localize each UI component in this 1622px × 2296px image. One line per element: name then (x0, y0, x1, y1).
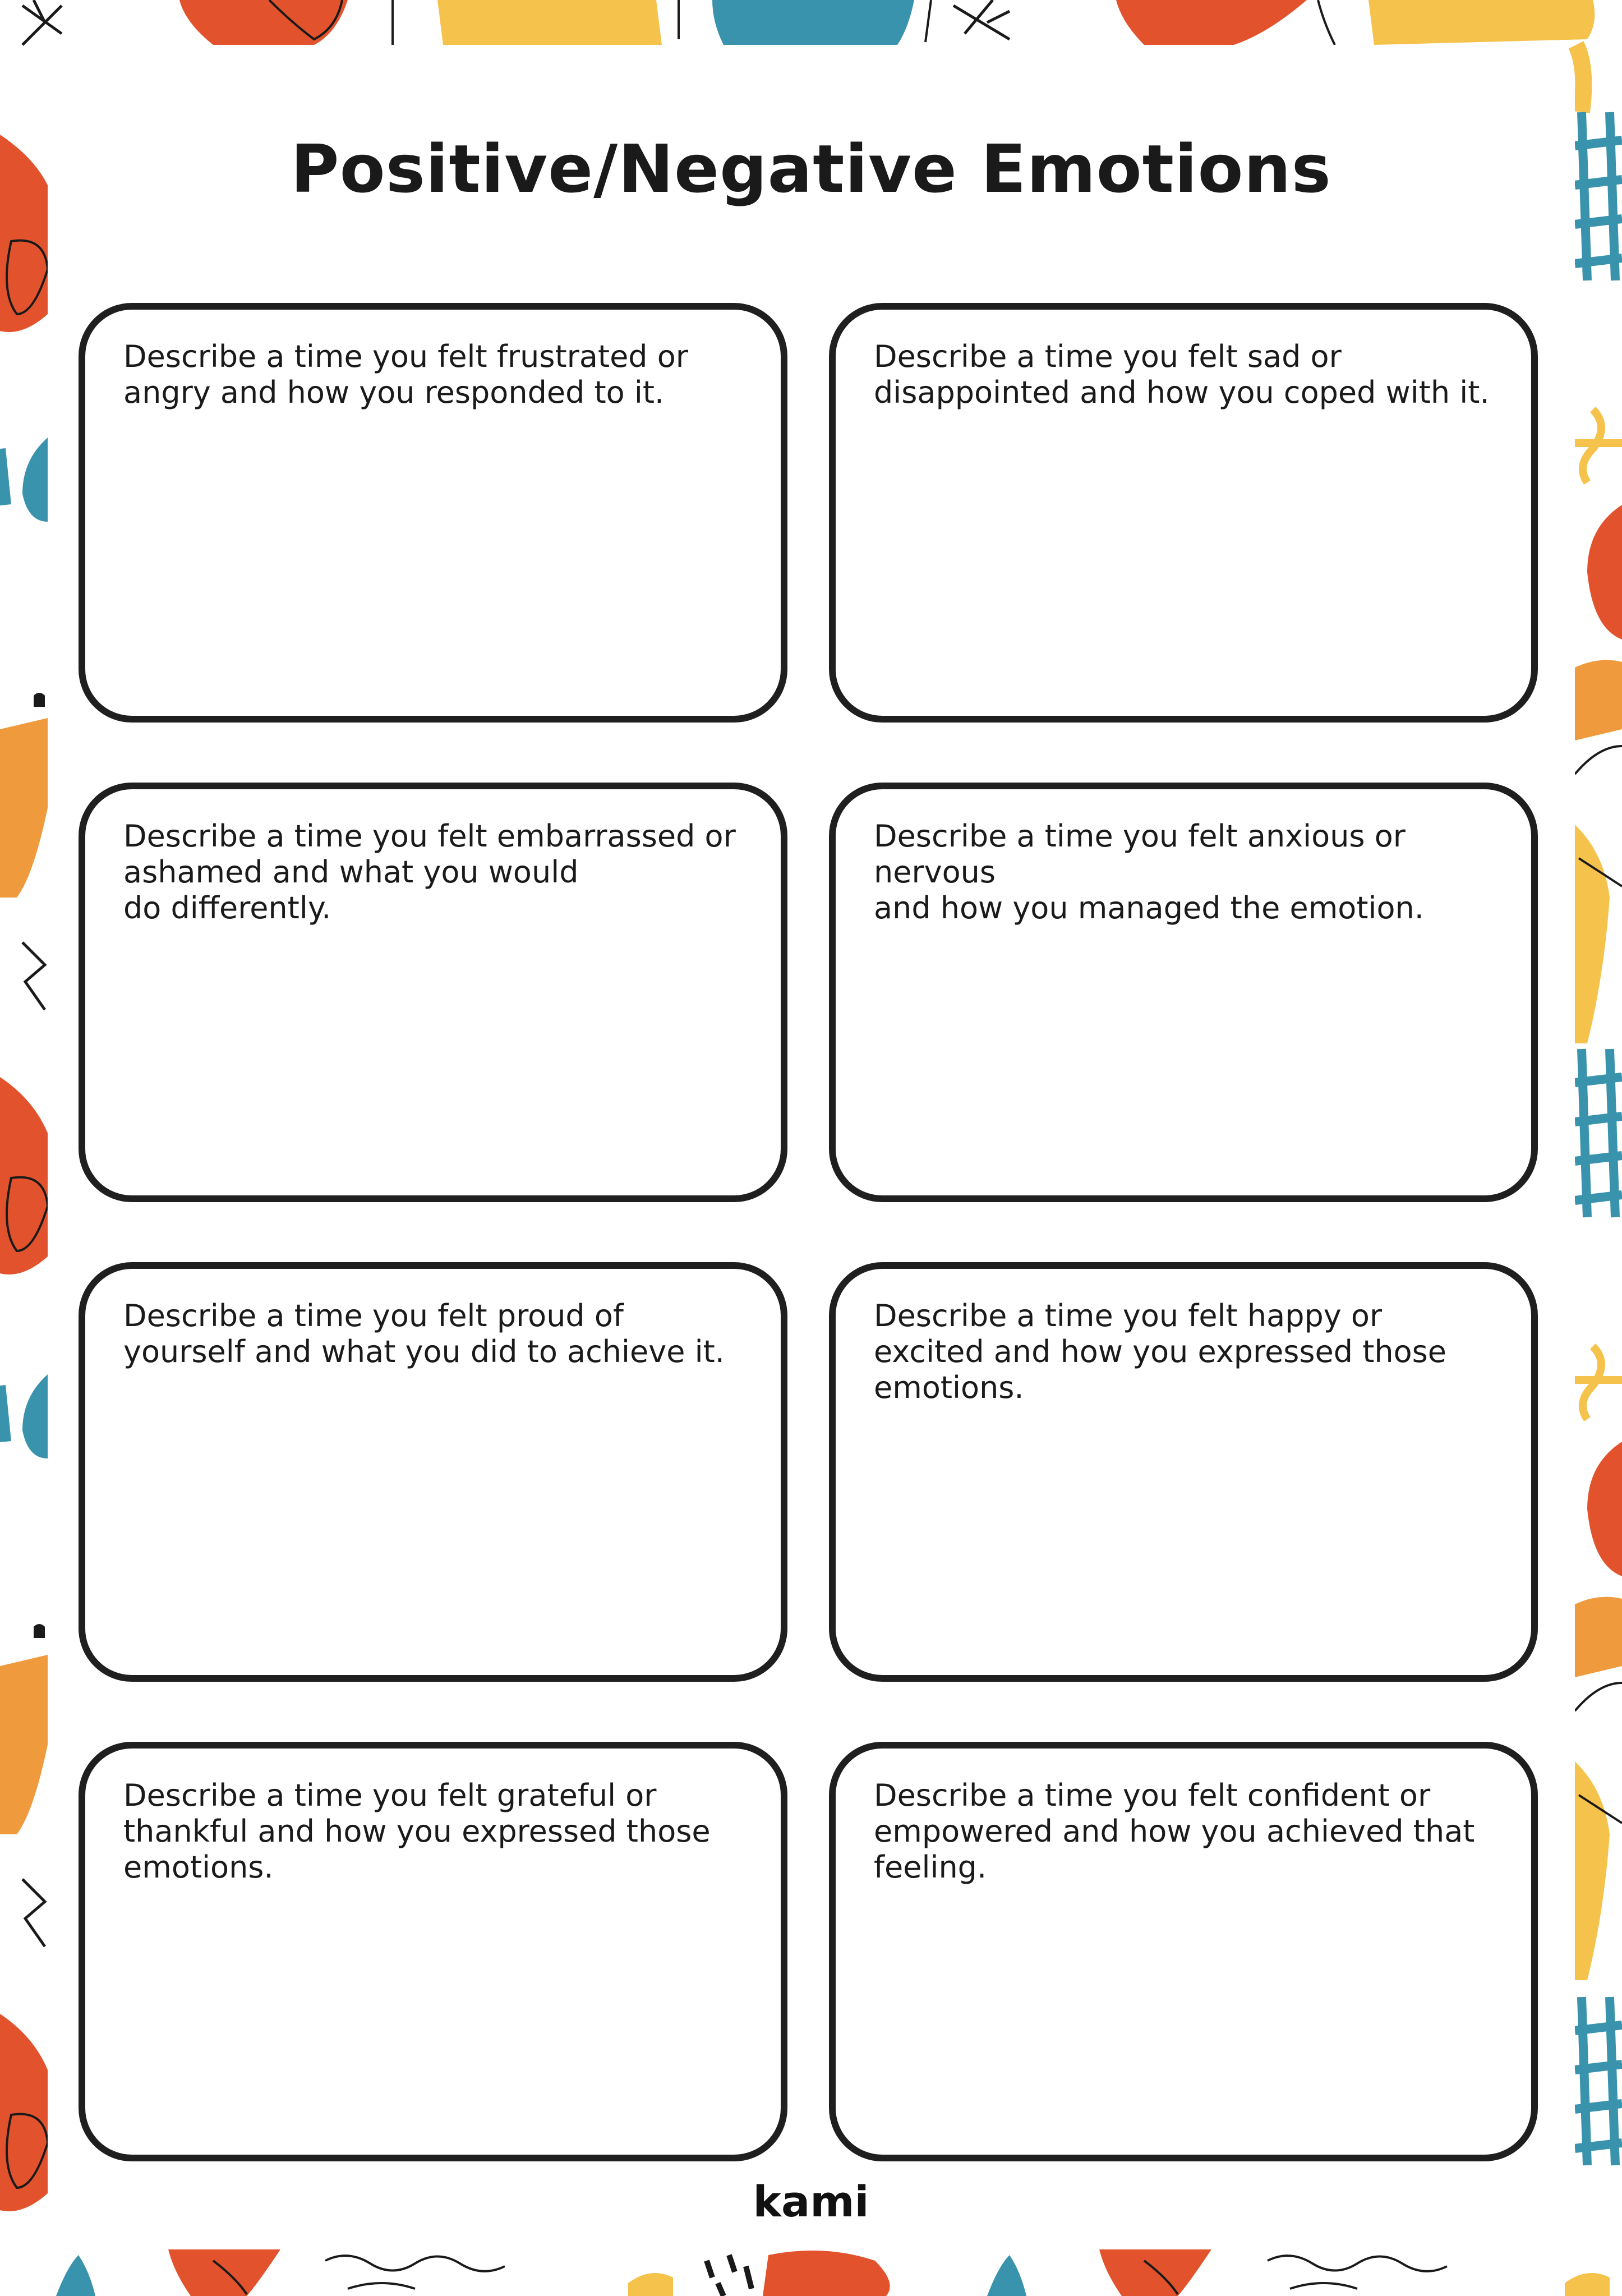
decor-blob-left-2 (0, 718, 48, 898)
decor-blob-right-5 (1575, 1597, 1622, 1677)
decor-blob-top-3 (712, 0, 914, 45)
prompt-text: Describe a time you felt embarrassed or ashamed and what you would do differently. (123, 818, 736, 926)
decor-blob-bottom-5 (1565, 2273, 1610, 2296)
decor-blob-left-4 (0, 1655, 48, 1834)
decor-drop-left-2 (22, 1374, 48, 1458)
prompt-text: Describe a time you felt frustrated or angry and how you responded to it. (123, 339, 688, 410)
decor-blob-left-3 (0, 1077, 48, 1274)
page-title: Positive/Negative Emotions (291, 130, 1331, 208)
prompt-card-happy[interactable] (829, 1262, 1538, 1682)
prompt-text: Describe a time you felt anxious or nervous and how you managed the emotion. (874, 818, 1424, 926)
prompt-card-proud[interactable] (79, 1262, 787, 1682)
decor-grid-right-2 (1575, 1049, 1622, 1217)
prompt-card-confident[interactable] (829, 1742, 1538, 2161)
decor-blob-bottom-2 (628, 2273, 673, 2296)
decor-blob-bottom-1 (168, 2249, 280, 2296)
decor-blob-bottom-3 (763, 2251, 890, 2296)
decor-drop-bottom-2 (987, 2255, 1026, 2296)
prompt-card-sad[interactable] (829, 303, 1538, 723)
decor-blob-top-2 (437, 0, 662, 45)
prompt-text: Describe a time you felt grateful or thankful and how you expressed those emotions. (123, 1778, 711, 1885)
decor-blob-right-1 (1587, 505, 1622, 639)
prompt-text: Describe a time you felt confident or empowered and how you achieved that feeling. (874, 1778, 1475, 1885)
brand-logo: kami (753, 2177, 869, 2226)
prompt-text: Describe a time you felt proud of yourself and what you did to achieve it. (123, 1298, 725, 1369)
decor-drop-left-1 (22, 438, 48, 522)
decor-blob-right-6 (1575, 1761, 1610, 1980)
decor-blob-right-2 (1575, 660, 1622, 740)
decor-drop-bottom-1 (56, 2255, 95, 2296)
prompt-card-grateful[interactable] (79, 1742, 787, 2161)
prompt-text: Describe a time you felt happy or excited and how you expressed those emotions. (874, 1298, 1447, 1405)
decor-grid-right-3 (1575, 1997, 1622, 2165)
decor-blob-right-3 (1575, 825, 1610, 1043)
decor-blob-right-4 (1587, 1442, 1622, 1576)
decor-blob-top-4 (1116, 0, 1307, 45)
decor-blob-top-5 (1368, 0, 1595, 45)
prompt-card-embarrassed[interactable] (79, 783, 787, 1202)
prompt-card-frustrated[interactable] (79, 303, 787, 723)
decor-blob-top-1 (179, 0, 348, 45)
prompt-card-anxious[interactable] (829, 783, 1538, 1202)
decor-blob-bottom-4 (1099, 2249, 1211, 2296)
prompt-text: Describe a time you felt sad or disappointed and how you coped with it. (874, 339, 1490, 410)
